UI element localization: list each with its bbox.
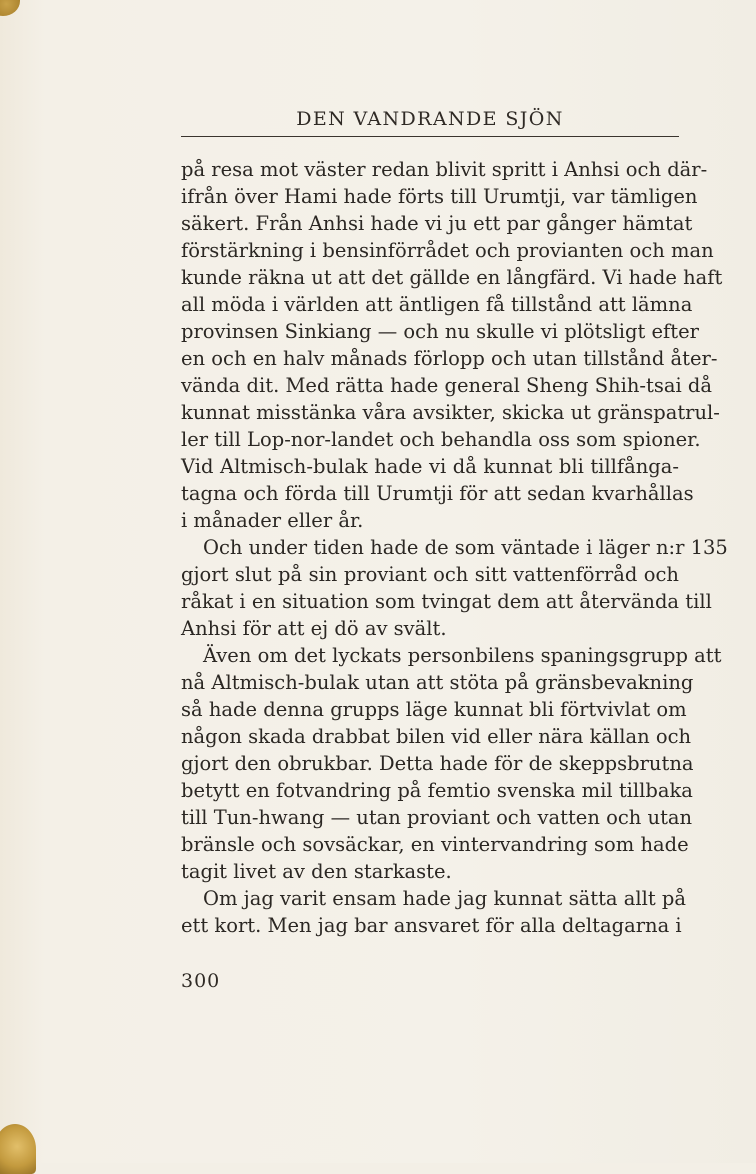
text-line: så hade denna grupps läge kunnat bli förtvivlat om (181, 698, 687, 721)
body-text (181, 156, 728, 939)
text-line: Vid Altmisch-bulak hade vi då kunnat bli tillfånga- (181, 455, 679, 478)
paragraph-start-line: Och under tiden hade de som väntade i läger n:r 135 (203, 536, 728, 559)
text-line: vända dit. Med rätta hade general Sheng Shih-tsai då (181, 374, 713, 397)
paragraph-start-line: Om jag varit ensam hade jag kunnat sätta allt på (203, 887, 686, 910)
text-line: kunnat misstänka våra avsikter, skicka ut gränspatrul- (181, 401, 720, 424)
running-head: DEN VANDRANDE SJÖN (296, 108, 564, 130)
text-line: nå Altmisch-bulak utan att stöta på gränsbevakning (181, 671, 694, 694)
text-line: ler till Lop-nor-landet och behandla oss som spioner. (181, 428, 701, 451)
text-line: bränsle och sovsäckar, en vintervandring som hade (181, 833, 689, 856)
text-line: kunde räkna ut att det gällde en långfärd. Vi hade haft (181, 266, 723, 289)
text-line: betytt en fotvandring på femtio svenska mil tillbaka (181, 779, 693, 802)
text-line: Anhsi för att ej dö av svält. (181, 617, 447, 640)
text-line: förstärkning i bensinförrådet och provianten och man (181, 239, 714, 262)
paragraph-start-line: Även om det lyckats personbilens spaningsgrupp att (203, 644, 722, 667)
text-line: all möda i världen att äntligen få tillstånd att lämna (181, 293, 693, 316)
text-line: en och en halv månads förlopp och utan tillstånd åter- (181, 347, 718, 370)
text-line: tagna och förda till Urumtji för att sedan kvarhållas (181, 482, 694, 505)
text-line: tagit livet av den starkaste. (181, 860, 452, 883)
text-line: säkert. Från Anhsi hade vi ju ett par gånger hämtat (181, 212, 693, 235)
text-line: gjort slut på sin proviant och sitt vattenförråd och (181, 563, 679, 586)
text-line: i månader eller år. (181, 509, 364, 532)
page-header (181, 106, 679, 137)
text-line: ifrån över Hami hade förts till Urumtji, var tämligen (181, 185, 698, 208)
text-line: provinsen Sinkiang — och nu skulle vi plötsligt efter (181, 320, 699, 343)
text-line: gjort den obrukbar. Detta hade för de skeppsbrutna (181, 752, 694, 775)
page-corner-stain-top (0, 0, 20, 16)
text-line: till Tun-hwang — utan proviant och vatten och utan (181, 806, 693, 829)
page-corner-stain-bottom (0, 1124, 36, 1174)
text-line: ett kort. Men jag bar ansvaret för alla deltagarna i (181, 914, 682, 937)
text-line: på resa mot väster redan blivit spritt i Anhsi och där- (181, 158, 708, 181)
text-line: någon skada drabbat bilen vid eller nära källan och (181, 725, 692, 748)
text-line: råkat i en situation som tvingat dem att återvända till (181, 590, 712, 613)
page-number: 300 (181, 970, 221, 992)
